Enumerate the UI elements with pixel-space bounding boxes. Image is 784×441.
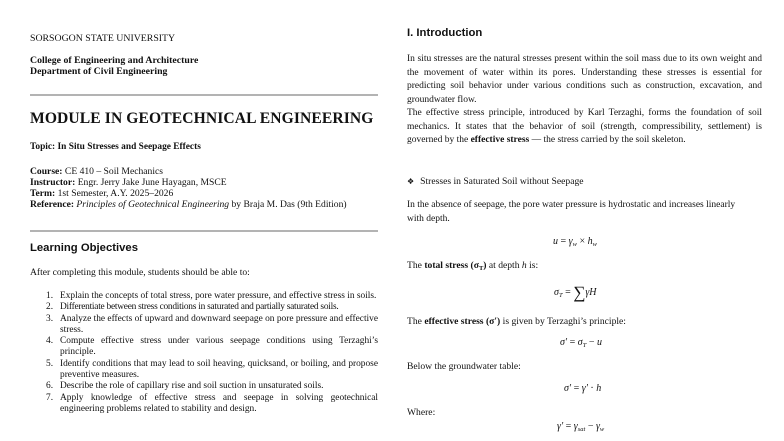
objectives-list <box>30 291 378 415</box>
section-heading: Stresses in Saturated Soil without Seepage <box>420 176 584 187</box>
college-name: College of Engineering and Architecture <box>30 55 199 66</box>
section-heading-line <box>407 176 584 188</box>
reference-label: Reference: <box>30 199 75 210</box>
instructor-value: Engr. Jerry Jake June Hayagan, MSCE <box>75 177 227 188</box>
term-label: Term: <box>30 188 56 199</box>
module-title: MODULE IN GEOTECHNICAL ENGINEERING <box>30 110 374 127</box>
right-page <box>407 0 762 441</box>
equation-total-stress: $\sigma_T = \sum\gamma H$ <box>554 283 597 302</box>
introduction-heading: I. Introduction <box>407 27 483 39</box>
effective-stress-term: effective stress <box>470 135 530 145</box>
instructor-line <box>30 177 227 189</box>
objective-item: 5. Identify conditions that may lead to soil heaving, quicksand, or boiling, and propose preventive measures. <box>46 358 378 381</box>
course-label: Course: <box>30 166 63 177</box>
objective-item: 3. Analyze the effects of upward and downward seepage on pore pressure and effective stress. <box>46 313 378 335</box>
university-name: SORSOGON STATE UNIVERSITY <box>30 33 176 44</box>
reference-rest: by Braja M. Das (9th Edition) <box>229 199 347 210</box>
reference-title: Principles of Geotechnical Engineering <box>74 199 230 210</box>
objective-item: 7. Apply knowledge of effective stress and seepage in solving geotechnical engineering problems related to stability and design. <box>46 392 378 414</box>
objectives-heading: Learning Objectives <box>30 242 138 254</box>
equation-effective-stress: $\sigma' = \sigma_T - u$ <box>560 337 602 349</box>
intro-paragraph-1: In situ stresses are the natural stresses present within the soil mass due to its own weight and the movement of water within its pores. Understanding these stresses is essential for predicting soil behavior under various conditions such as construction, excavation, and groundwater flow. <box>407 54 762 105</box>
left-page <box>30 0 378 441</box>
equation-submerged-unit-weight: $\gamma' = \gamma_{sat} - \gamma_w$ <box>557 421 605 433</box>
instructor-label: Instructor: <box>30 177 76 188</box>
divider-middle <box>30 230 378 232</box>
equation-below-groundwater: σ′ = γ′ · h <box>564 383 602 394</box>
term-value: 1st Semester, A.Y. 2025–2026 <box>55 188 174 199</box>
section-paragraph: In the absence of seepage, the pore water pressure is hydrostatic and increases linearly with depth. <box>407 200 736 224</box>
reference-line <box>30 199 347 211</box>
diamond-bullet-icon: ❖ <box>407 177 415 186</box>
course-line <box>30 166 163 178</box>
topic-line: Topic: In Situ Stresses and Seepage Effects <box>30 142 201 152</box>
term-line <box>30 188 173 200</box>
objective-item: 1. Explain the concepts of total stress, pore water pressure, and effective stress in soils. <box>46 291 377 301</box>
department-name: Department of Civil Engineering <box>30 66 168 77</box>
objective-item: 6. Describe the role of capillary rise and soil suction in unsaturated soils. <box>46 381 324 392</box>
where-label: Where: <box>407 407 436 418</box>
total-stress-line: The total stress $(\sigma_T)$ at depth h is: <box>407 260 539 272</box>
objective-item: 2. Differentiate between stress conditions in saturated and partially saturated soils. <box>46 302 339 313</box>
divider-top <box>30 94 378 96</box>
effective-stress-line: The effective stress (σ′) is given by Terzaghi’s principle: <box>407 316 626 327</box>
course-value: CE 410 – Soil Mechanics <box>62 166 163 177</box>
objective-item: 4. Compute effective stress under various seepage conditions using Terzaghi’s principle. <box>46 336 378 358</box>
intro-paragraph-2: The effective stress principle, introduced by Karl Terzaghi, forms the foundation of soil mechanics. It states that the behavior of soil (strength, compressibility, settlement) is governed by the effective stress — the stress carried by the soil skeleton. <box>407 108 762 145</box>
below-groundwater-line: Below the groundwater table: <box>407 361 521 372</box>
equation-pore-pressure: $u = \gamma_w \times h_w$ <box>553 236 597 248</box>
objectives-intro: After completing this module, students should be able to: <box>30 267 250 278</box>
